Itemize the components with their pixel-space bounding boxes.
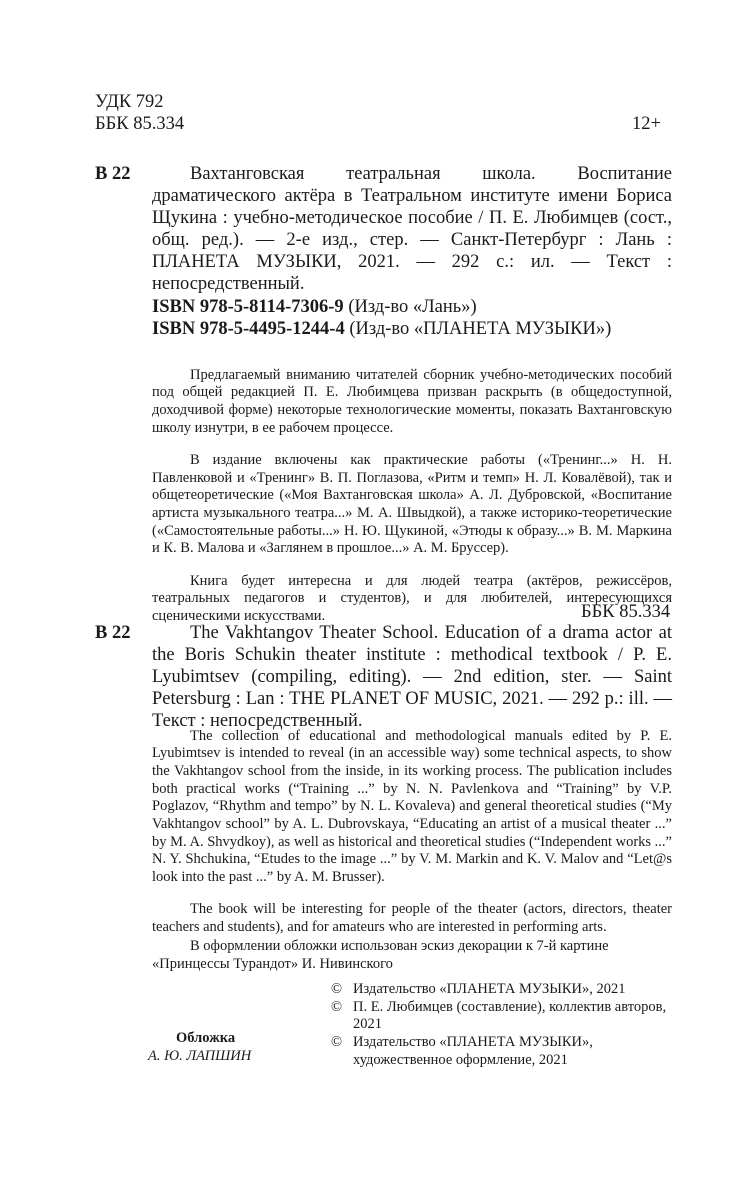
copyright-text: П. Е. Любимцев (составление), коллектив авторов, 2021 <box>353 998 667 1033</box>
annotation-paragraph: Предлагаемый вниманию читателей сборник учебно-методических пособий под общей редакцией П. Е. Любимцева призван раскрыть (в общедоступной, доходчивой форме) некоторые технологические моменты, показать Вахтанговскую школу изнутри, в ее рабочем процессе. <box>152 366 672 436</box>
copyright-line <box>331 999 671 1034</box>
isbn-number: ISBN 978-5-4495-1244-4 <box>152 319 345 339</box>
isbn-publisher: (Изд-во «ПЛАНЕТА МУЗЫКИ») <box>349 319 612 339</box>
annotation-paragraph: The book will be interesting for people of the theater (actors, directors, theater teachers and students), and for amateurs who are interested in performing arts. <box>152 901 672 936</box>
en-record-code: В 22 <box>95 623 131 643</box>
ru-record-description: Вахтанговская театральная школа. Воспитание драматического актёра в Театральном институте имени Бориса Щукина : учебно-методическое пособие / П. Е. Любимцев (сост., общ. ред.). — 2-е изд., стер. — Санкт-Петербург : Лань : ПЛАНЕТА МУЗЫКИ, 2021. — 292 с.: ил. — Текст : непосредственный. <box>152 164 672 294</box>
isbn-number: ISBN 978-5-8114-7306-9 <box>152 297 344 317</box>
annotation-paragraph: Книга будет интересна и для людей театра (актёров, режиссёров, театральных педагогов и студентов), и для любителей, интересующихся сценическими искусствами. <box>152 572 672 624</box>
copyright-line <box>331 1034 671 1069</box>
en-record-description: The Vakhtangov Theater School. Education of a drama actor at the Boris Schukin theater institute : methodical textbook / P. E. Lyubimtsev (compiling, editing). — 2nd edition, ster. — Saint Petersburg : Lan : THE PLANET OF MUSIC, 2021. — 292 p.: ill. — Текст : непосредственный. <box>152 623 672 731</box>
isbn-block <box>152 296 712 340</box>
cover-credit-label: Обложка <box>176 1030 236 1046</box>
udk-code: УДК 792 <box>95 92 164 112</box>
copyright-line <box>331 981 671 999</box>
ru-annotation <box>152 352 672 640</box>
en-annotation <box>152 713 672 951</box>
copyright-text: Издательство «ПЛАНЕТА МУЗЫКИ», 2021 <box>353 981 626 997</box>
isbn-line <box>152 318 712 340</box>
cover-design-note: В оформлении обложки использован эскиз декорации к 7-й картине «Принцессы Турандот» И. Нивинского <box>152 938 609 972</box>
ru-record-code: В 22 <box>95 164 131 184</box>
en-bbk-code: ББК 85.334 <box>581 602 671 622</box>
copyright-block <box>331 981 671 1070</box>
age-rating: 12+ <box>632 114 661 134</box>
cover-credit-name: А. Ю. ЛАПШИН <box>148 1048 252 1064</box>
bbk-code: ББК 85.334 <box>95 114 185 134</box>
isbn-publisher: (Изд-во «Лань») <box>348 297 477 317</box>
annotation-paragraph: В издание включены как практические работы («Тренинг...» Н. Н. Павленковой и «Тренинг» В. П. Поглазова, «Ритм и темп» Н. Л. Ковалёвой), так и общетеоретические («Моя Вахтанговская школа» А. Л. Дубровской, «Воспитание артиста музыкального театра...» М. А. Швыдкой), а также историко-теоретические («Самостоятельные работы...» Н. Ю. Щукиной, «Этюды к образу...» В. М. Маркина и К. В. Малова и «Заглянем в прошлое...» А. М. Бруссер). <box>152 451 672 557</box>
annotation-paragraph: The collection of educational and methodological manuals edited by P. E. Lyubimtsev is intended to reveal (in an accessible way) some technical aspects, to show the Vakhtangov school from the inside, in its working process. The publication includes both practical works (“Training ...” by N. N. Pavlenkova and “Training” by V.P. Poglazov, “Rhythm and tempo” by N. L. Kovaleva) and general theoretical studies (“My Vakhtangov school” by A. L. Dubrovskaya, “Educating an artist of a musical theater ...” by M. A. Shvydkoy), as well as historical and theoretical studies (“Independent works ...” N. Y. Shchukina, “Etudes to the image ...” by V. M. Markin and K. V. Malov and “Let@s look into the past ...” by A. M. Brusser). <box>152 727 672 886</box>
isbn-line <box>152 296 712 318</box>
copyright-symbol: © <box>331 981 343 997</box>
copyright-symbol: © <box>331 998 343 1015</box>
copyright-symbol: © <box>331 1034 343 1051</box>
copyright-text: Издательство «ПЛАНЕТА МУЗЫКИ», художественное оформление, 2021 <box>353 1034 593 1068</box>
